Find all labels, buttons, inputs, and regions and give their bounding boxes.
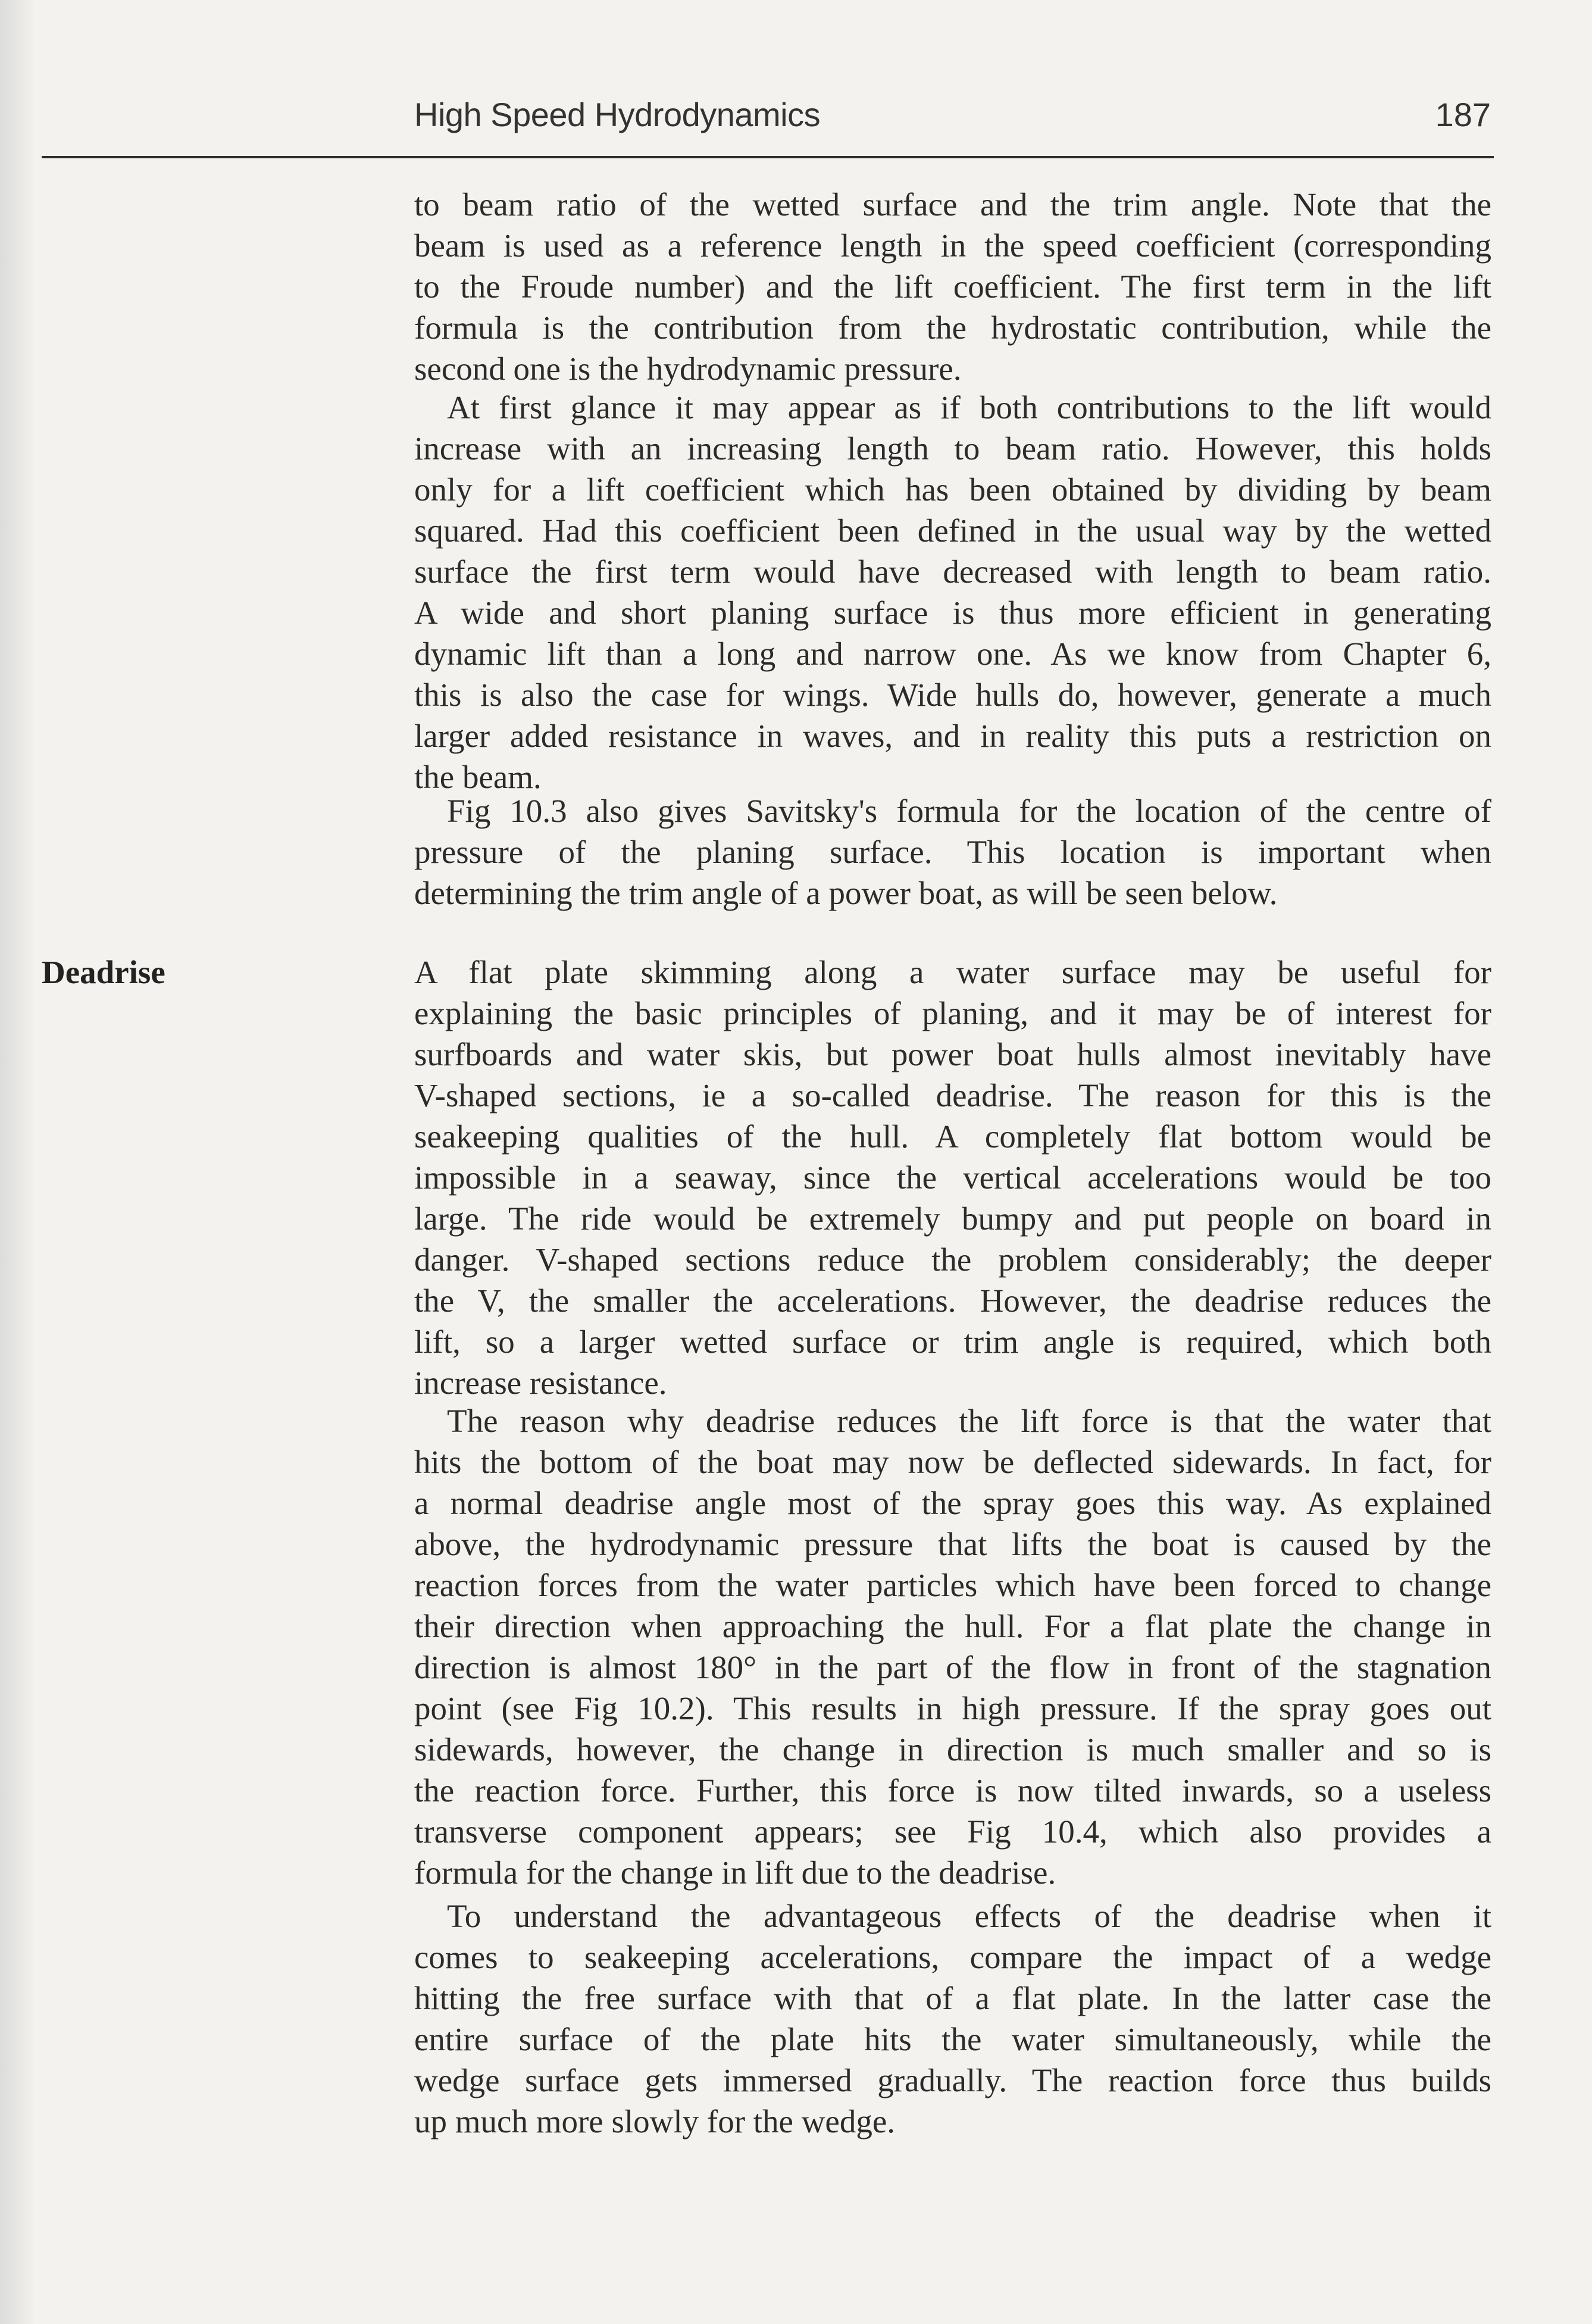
- text-line: V-shaped sections, ie a so-called deadrise. The reason for this is the: [414, 1077, 1491, 1113]
- text-line: up much more slowly for the wedge.: [414, 2103, 896, 2140]
- text-line: the reaction force. Further, this force is now tilted inwards, so a useless: [414, 1772, 1491, 1809]
- text-line: hitting the free surface with that of a flat plate. In the latter case the: [414, 1980, 1491, 2016]
- text-line: the V, the smaller the accelerations. However, the deadrise reduces the: [414, 1283, 1491, 1319]
- text-line: a normal deadrise angle most of the spray goes this way. As explained: [414, 1485, 1491, 1521]
- text-line: beam is used as a reference length in the speed coefficient (corresponding: [414, 227, 1491, 264]
- text-line: pressure of the planing surface. This location is important when: [414, 834, 1491, 870]
- text-line: squared. Had this coefficient been defined in the usual way by the wetted: [414, 512, 1491, 549]
- paragraph: [414, 387, 1491, 797]
- text-line: above, the hydrodynamic pressure that lifts the boat is caused by the: [414, 1526, 1491, 1562]
- text-line: impossible in a seaway, since the vertical accelerations would be too: [414, 1159, 1491, 1196]
- text-line: A flat plate skimming along a water surface may be useful for: [414, 954, 1491, 990]
- text-line: comes to seakeeping accelerations, compare the impact of a wedge: [414, 1939, 1491, 1975]
- text-line: reaction forces from the water particles which have been forced to change: [414, 1567, 1491, 1603]
- page-edge-shadow: [0, 0, 36, 2324]
- text-line: formula for the change in lift due to the deadrise.: [414, 1854, 1056, 1891]
- text-line: larger added resistance in waves, and in reality this puts a restriction on: [414, 718, 1491, 754]
- text-line: dynamic lift than a long and narrow one. As we know from Chapter 6,: [414, 636, 1491, 672]
- text-line: to the Froude number) and the lift coefficient. The first term in the lift: [414, 268, 1491, 305]
- text-line: the beam.: [414, 759, 542, 795]
- text-line: wedge surface gets immersed gradually. The reaction force thus builds: [414, 2062, 1491, 2098]
- text-line: At first glance it may appear as if both contributions to the lift would: [447, 389, 1491, 426]
- text-line: second one is the hydrodynamic pressure.: [414, 351, 962, 387]
- text-line: lift, so a larger wetted surface or trim angle is required, which both: [414, 1324, 1491, 1360]
- text-line: increase resistance.: [414, 1365, 667, 1401]
- text-line: formula is the contribution from the hydrostatic contribution, while the: [414, 309, 1491, 346]
- text-line: seakeeping qualities of the hull. A completely flat bottom would be: [414, 1118, 1491, 1155]
- text-line: only for a lift coefficient which has been obtained by dividing by beam: [414, 471, 1491, 508]
- page-number: 187: [1435, 96, 1491, 133]
- text-line: surfboards and water skis, but power boat hulls almost inevitably have: [414, 1036, 1491, 1072]
- text-line: their direction when approaching the hull. For a flat plate the change in: [414, 1608, 1491, 1644]
- paragraph: [414, 1400, 1491, 1893]
- text-line: danger. V-shaped sections reduce the problem considerably; the deeper: [414, 1241, 1491, 1278]
- text-line: large. The ride would be extremely bumpy and put people on board in: [414, 1200, 1491, 1237]
- text-line: explaining the basic principles of planing, and it may be of interest for: [414, 995, 1491, 1031]
- text-line: increase with an increasing length to beam ratio. However, this holds: [414, 430, 1491, 467]
- text-line: To understand the advantageous effects of the deadrise when it: [447, 1898, 1491, 1934]
- text-line: surface the first term would have decreased with length to beam ratio.: [414, 553, 1491, 590]
- text-line: The reason why deadrise reduces the lift force is that the water that: [447, 1403, 1491, 1439]
- text-line: entire surface of the plate hits the water simultaneously, while the: [414, 2021, 1491, 2057]
- running-head: High Speed Hydrodynamics: [414, 96, 821, 133]
- text-line: Fig 10.3 also gives Savitsky's formula for the location of the centre of: [447, 793, 1491, 829]
- paragraph: [414, 184, 1491, 389]
- text-line: A wide and short planing surface is thus more efficient in generating: [414, 595, 1491, 631]
- text-line: to beam ratio of the wetted surface and the trim angle. Note that the: [414, 186, 1491, 223]
- text-line: point (see Fig 10.2). This results in high pressure. If the spray goes out: [414, 1690, 1491, 1726]
- text-line: determining the trim angle of a power boat, as will be seen below.: [414, 875, 1278, 911]
- side-heading-deadrise: Deadrise: [42, 954, 165, 990]
- paragraph: [414, 1896, 1491, 2142]
- text-line: direction is almost 180° in the part of the flow in front of the stagnation: [414, 1649, 1491, 1685]
- header-rule: [42, 156, 1494, 158]
- text-line: this is also the case for wings. Wide hulls do, however, generate a much: [414, 677, 1491, 713]
- text-line: sidewards, however, the change in direction is much smaller and so is: [414, 1731, 1491, 1768]
- paragraph: [414, 790, 1491, 914]
- text-line: transverse component appears; see Fig 10.4, which also provides a: [414, 1813, 1491, 1850]
- text-line: hits the bottom of the boat may now be deflected sidewards. In fact, for: [414, 1444, 1491, 1480]
- paragraph: [414, 952, 1491, 1403]
